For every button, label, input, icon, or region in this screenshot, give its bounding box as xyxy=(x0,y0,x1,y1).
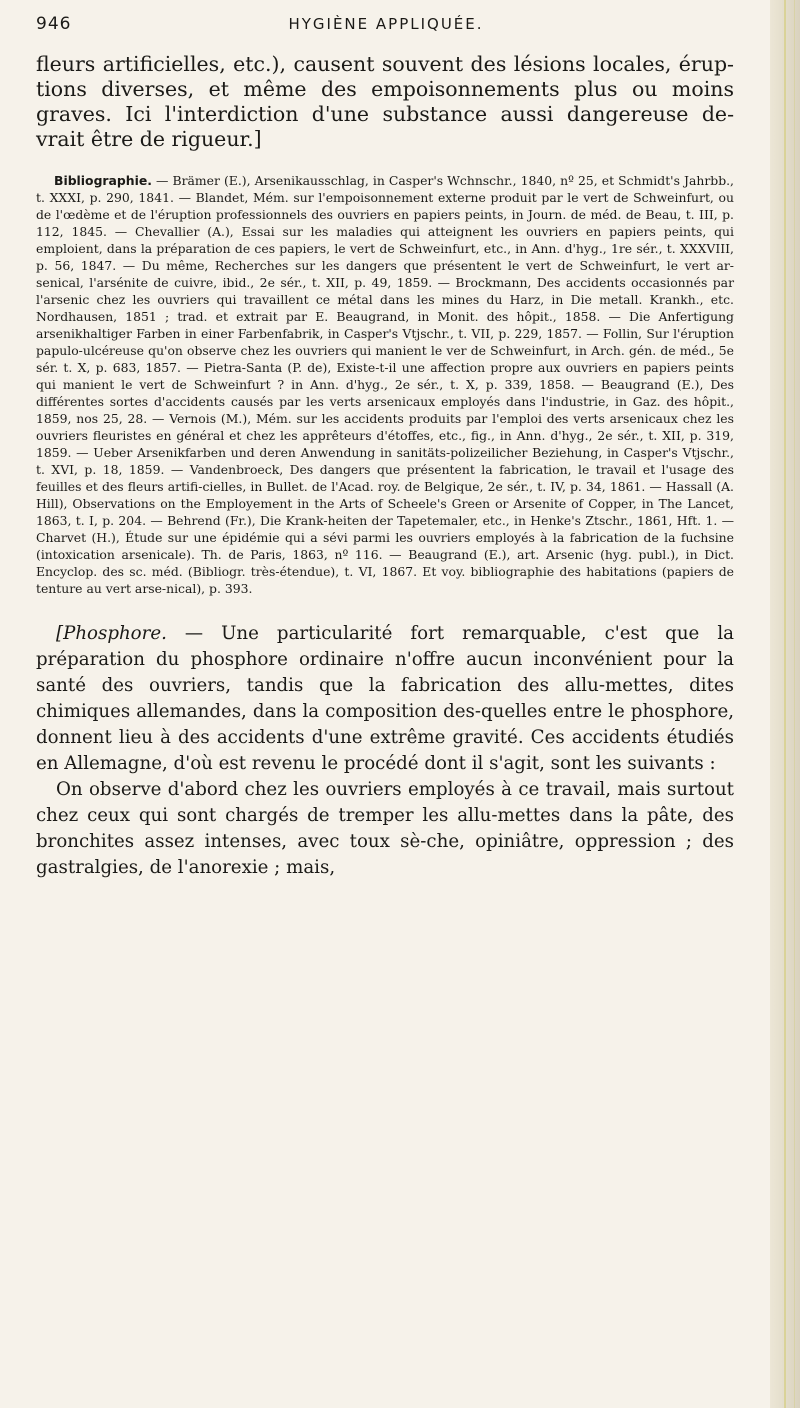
page-header xyxy=(36,14,736,36)
bibliography-paragraph xyxy=(36,172,734,597)
intro-paragraph: fleurs artificielles, etc.), causent souvent des lésions locales, érup-tions diverses, et même des empoisonnements plus ou moins graves. Ici l'interdiction d'une substance aussi dangereuse de-vrait être de rigueur.] xyxy=(36,52,734,151)
bibliography-heading: Bibliographie. xyxy=(54,173,152,188)
phosphore-heading: [Phosphore. xyxy=(56,623,167,644)
running-title: HYGIÈNE APPLIQUÉE. xyxy=(288,15,484,33)
bibliography-text: — Brämer (E.), Arsenikausschlag, in Casper's Wchnschr., 1840, nº 25, et Schmidt's Jahrbb., t. XXXI, p. 290, 1841. — Blandet, Mém. sur l'empoisonnement externe produit par le vert de Schweinfurt, ou de l'œdème et de l'éruption professionnels des ouvriers en papiers peints, in Journ. de méd. de Beau, t. III, p. 112, 1845. — Chevallier (A.), Essai sur les maladies qui atteignent les ouvriers en papiers peints, qui emploient, dans la préparation de ces papiers, le vert de Schweinfurt, etc., in Ann. d'hyg., 1re sér., t. XXXVIII, p. 56, 1847. — Du même, Recherches sur les dangers que présentent le vert de Schweinfurt, le vert ar-senical, l'arsénite de cuivre, ibid., 2e sér., t. XII, p. 49, 1859. — Brockmann, Des accidents occasionnés par l'arsenic chez les ouvriers qui travaillent ce métal dans les mines du Harz, in Die metall. Krankh., etc. Nordhausen, 1851 ; trad. et extrait par E. Beaugrand, in Monit. des hôpit., 1858. — Die Anfertigung arsenikhaltiger Farben in einer Farbenfabrik, in Casper's Vtjschr., t. VII, p. 229, 1857. — Follin, Sur l'éruption papulo-ulcéreuse qu'on observe chez les ouvriers qui manient le ver de Schweinfurt, in Arch. gén. de méd., 5e sér. t. X, p. 683, 1857. — Pietra-Santa (P. de), Existe-t-il une affection propre aux ouvriers en papiers peints qui manient le vert de Schweinfurt ? in Ann. d'hyg., 2e sér., t. X, p. 339, 1858. — Beaugrand (E.), Des différentes sortes d'accidents causés par les verts arsenicaux employés dans l'industrie, in Gaz. des hôpit., 1859, nos 25, 28. — Vernois (M.), Mém. sur les accidents produits par l'emploi des verts arsenicaux chez les ouvriers fleuristes en général et chez les apprêteurs d'étoffes, etc., fig., in Ann. d'hyg., 2e sér., t. XII, p. 319, 1859. — Ueber Arsenikfarben und deren Anwendung in sanitäts-polizeilicher Beziehung, in Casper's Vtjschr., t. XVI, p. 18, 1859. — Vandenbroeck, Des dangers que présentent la fabrication, le travail et l'usage des feuilles et des fleurs artifi-cielles, in Bullet. de l'Acad. roy. de Belgique, 2e sér., t. IV, p. 34, 1861. — Hassall (A. Hill), Observations on the Employement in the Arts of Scheele's Green or Arsenite of Copper, in The Lancet, 1863, t. I, p. 204. — Behrend (Fr.), Die Krank-heiten der Tapetemaler, etc., in Henke's Ztschr., 1861, Hft. 1. — Charvet (H.), Étude sur une épidémie qui a sévi parmi les ouvriers employés à la fabrication de la fuchsine (intoxication arsenicale). Th. de Paris, 1863, nº 116. — Beaugrand (E.), art. Arsenic (hyg. publ.), in Dict. Encyclop. des sc. méd. (Bibliogr. très-étendue), t. VI, 1867. Et voy. bibliographie des habitations (papiers de tenture au vert arse-nical), p. 393. xyxy=(36,173,734,596)
edge-line xyxy=(794,0,795,1408)
page-body xyxy=(36,52,734,881)
phosphore-text: — Une particularité fort remarquable, c'est que la préparation du phosphore ordinaire n'offre aucun inconvénient pour la santé des ouvriers, tandis que la fabrication des allu-mettes, dites chimiques allemandes, dans la composition des-quelles entre le phosphore, donnent lieu à des accidents d'une extrême gravité. Ces accidents étudiés en Allemagne, d'où est revenu le procédé dont il s'agit, sont les suivants : xyxy=(36,623,734,774)
page-edge xyxy=(770,0,800,1408)
page-number: 946 xyxy=(36,14,72,34)
phosphore-paragraph xyxy=(36,621,734,777)
edge-line xyxy=(784,0,786,1408)
observation-paragraph: On observe d'abord chez les ouvriers employés à ce travail, mais surtout chez ceux qui sont chargés de tremper les allu-mettes dans la pâte, des bronchites assez intenses, avec toux sè-che, opiniâtre, oppression ; des gastralgies, de l'anorexie ; mais, xyxy=(36,779,734,878)
